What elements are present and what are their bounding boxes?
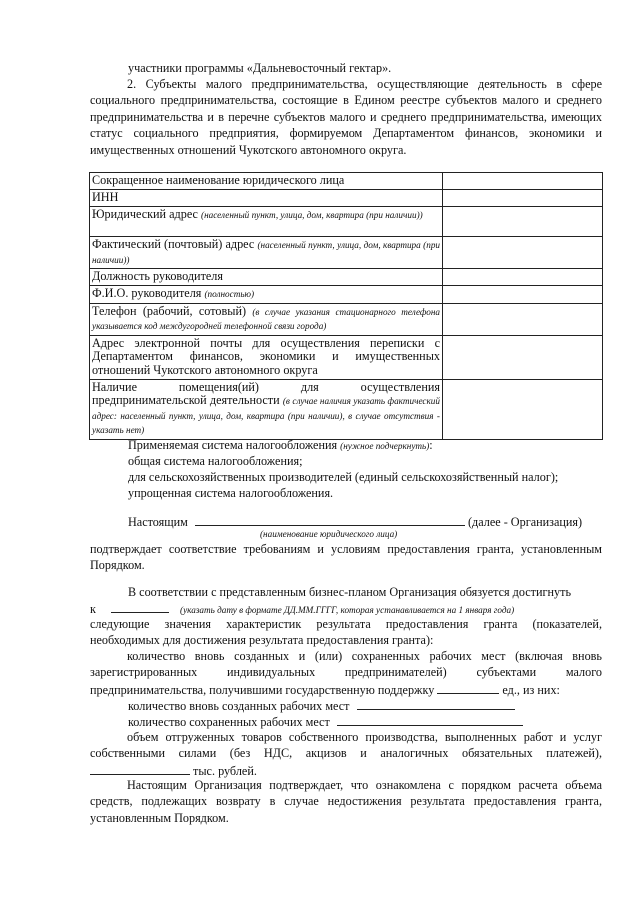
tax-option-simplified[interactable]: упрощенная система налогообложения. bbox=[128, 486, 334, 500]
intro-line: участники программы «Дальневосточный гектар». bbox=[128, 61, 392, 75]
table-row bbox=[90, 190, 603, 207]
tax-option-general[interactable]: общая система налогообложения; bbox=[128, 454, 303, 468]
row-label: Сокращенное наименование юридического лица bbox=[90, 173, 443, 190]
organization-name-note: (наименование юридического лица) bbox=[260, 529, 398, 539]
deadline-line: к (указать дату в формате ДД.ММ.ГГГГ, которая устанавливается на 1 января года) bbox=[90, 602, 515, 616]
row-label: Наличие помещения(ий) для осуществления предпринимательской деятельности (в случае наличия указать фактический адрес: населенный пункт, улица, дом, квартира (при наличии), в случае отсутствия - указать нет) bbox=[90, 379, 443, 439]
value-cell[interactable] bbox=[443, 237, 603, 269]
table-row bbox=[90, 335, 603, 379]
volume-field[interactable] bbox=[90, 762, 190, 775]
paragraph-2: 2. Субъекты малого предпринимательства, осуществляющие деятельность в сфере социального предпринимательства, состоящие в Едином реестре субъектов малого и среднего предпринимательства и в перечне субъектов малого и среднего предпринимательства, имеющих статус социального предприятия, формируемом Департаментом финансов, экономики и имущественных отношений Чукотского автономного округа. bbox=[90, 77, 602, 157]
row-label: Фактический (почтовый) адрес (населенный пункт, улица, дом, квартира (при наличии)) bbox=[90, 237, 443, 269]
row-label: Ф.И.О. руководителя (полностью) bbox=[90, 286, 443, 304]
tax-option-agricultural[interactable]: для сельскохозяйственных производителей (единый сельскохозяйственный налог); bbox=[128, 470, 559, 484]
table-row bbox=[90, 286, 603, 304]
organization-info-table bbox=[89, 172, 603, 440]
value-cell[interactable] bbox=[443, 379, 603, 439]
confirm-line: Настоящим (далее - Организация) bbox=[128, 515, 583, 529]
table-row bbox=[90, 237, 603, 269]
value-cell[interactable] bbox=[443, 286, 603, 304]
business-plan-line: В соответствии с представленным бизнес-планом Организация обязуется достигнуть bbox=[128, 585, 572, 599]
kept-jobs-line: количество сохраненных рабочих мест bbox=[128, 713, 602, 730]
final-paragraph: Настоящим Организация подтверждает, что ознакомлена с порядком расчета объема средств, подлежащих возврату в случае недостижения результата предоставления гранта, установленным Порядком. bbox=[90, 778, 602, 825]
table-row bbox=[90, 207, 603, 237]
organization-name-field[interactable] bbox=[195, 513, 465, 526]
confirm-text: подтверждает соответствие требованиям и условиям предоставления гранта, установленным Порядком. bbox=[90, 542, 602, 573]
characteristics-text: следующие значения характеристик результата предоставления гранта (показателей, необходимых для достижения результата предоставления гранта): bbox=[90, 617, 602, 648]
table-row bbox=[90, 269, 603, 286]
row-label: Телефон (рабочий, сотовый) (в случае указания стационарного телефона указывается код междугородней телефонной связи города) bbox=[90, 303, 443, 335]
volume-text: объем отгруженных товаров собственного производства, выполненных работ и услуг собственными силами (без НДС, акцизов и аналогичных обязательных платежей), тыс. рублей. bbox=[90, 730, 602, 778]
value-cell[interactable] bbox=[443, 190, 603, 207]
row-label: ИНН bbox=[90, 190, 443, 207]
jobs-count-text: количество вновь созданных и (или) сохраненных рабочих мест (включая вновь зарегистрированных индивидуальных предпринимателей) субъектами малого предпринимательства, получившими государственную поддержку ед., из них: bbox=[90, 649, 602, 697]
table-row bbox=[90, 173, 603, 190]
kept-jobs-field[interactable] bbox=[337, 713, 523, 726]
row-label: Адрес электронной почты для осуществления переписки с Департаментом финансов, экономики и имущественных отношений Чукотского автономного округа bbox=[90, 335, 443, 379]
row-label: Должность руководителя bbox=[90, 269, 443, 286]
new-jobs-field[interactable] bbox=[357, 697, 515, 710]
table-row bbox=[90, 303, 603, 335]
value-cell[interactable] bbox=[443, 207, 603, 237]
value-cell[interactable] bbox=[443, 173, 603, 190]
value-cell[interactable] bbox=[443, 335, 603, 379]
tax-heading: Применяемая система налогообложения (нужное подчеркнуть): bbox=[128, 438, 433, 452]
deadline-date-field[interactable] bbox=[111, 600, 169, 613]
new-jobs-line: количество вновь созданных рабочих мест bbox=[128, 697, 602, 714]
table-row bbox=[90, 379, 603, 439]
jobs-count-field[interactable] bbox=[437, 681, 499, 694]
value-cell[interactable] bbox=[443, 303, 603, 335]
row-label: Юридический адрес (населенный пункт, улица, дом, квартира (при наличии)) bbox=[90, 207, 443, 237]
value-cell[interactable] bbox=[443, 269, 603, 286]
